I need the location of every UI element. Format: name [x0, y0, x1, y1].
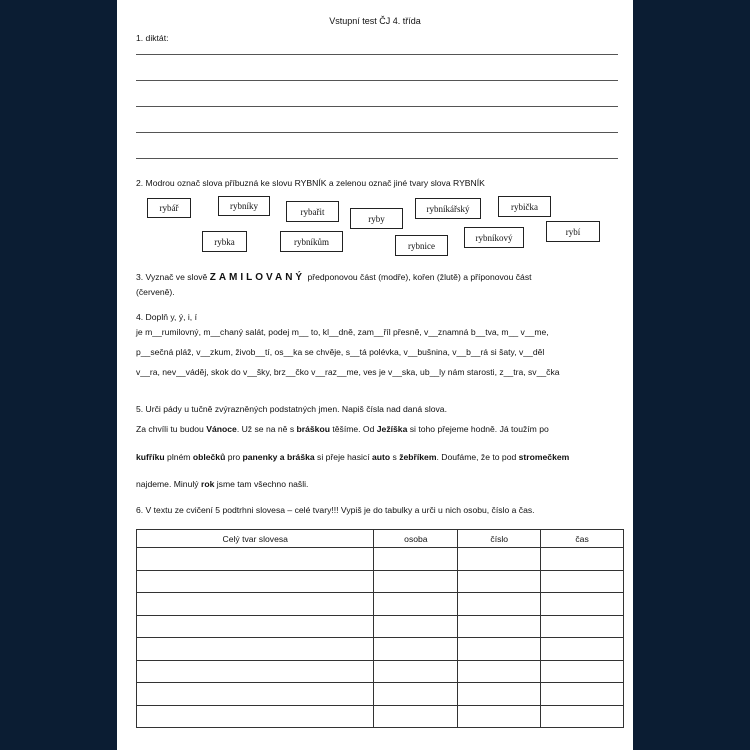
word-box: ryby	[350, 208, 403, 229]
text: plném	[164, 452, 193, 462]
q5-paragraph-line3	[136, 479, 308, 490]
q5-paragraph-line1	[136, 424, 549, 435]
table-row	[137, 660, 624, 683]
word-box: rybnice	[395, 235, 448, 256]
table-cell	[541, 683, 624, 706]
bold-noun: rok	[200, 479, 215, 489]
column-header: Celý tvar slovesa	[137, 530, 374, 548]
table-cell	[458, 615, 541, 638]
table-row	[137, 570, 624, 593]
text: s	[390, 452, 400, 462]
q3-line2: (červeně).	[136, 287, 175, 297]
bold-noun: stromečkem	[518, 452, 570, 462]
table-cell	[541, 638, 624, 661]
q6-heading: 6. V textu ze cvičení 5 podtrhni slovesa – celé tvary!!! Vypiš je do tabulky a urči u nich osobu, číslo a čas.	[136, 505, 535, 515]
bold-noun: Vánoce	[206, 424, 237, 434]
q5-heading: 5. Urči pády u tučně zvýrazněných podstatných jmen. Napiš čísla nad daná slova.	[136, 404, 447, 414]
table-row	[137, 548, 624, 571]
q3-prefix: 3. Vyznač ve slově	[136, 272, 210, 282]
bold-noun: Ježíška	[376, 424, 408, 434]
word-box: rybařit	[286, 201, 339, 222]
table-cell	[137, 593, 374, 616]
table-cell	[541, 593, 624, 616]
q4-line: p__sečná pláž, v__zkum, živob__tí, os__ka se chvěje, s__tá polévka, v__bušnina, v__b__rá si šaty, v__děl	[136, 347, 545, 357]
q1-label: 1. diktát:	[136, 33, 169, 43]
table-cell	[458, 683, 541, 706]
verb-table	[136, 529, 624, 728]
q3-line1	[136, 272, 532, 283]
text: si přeje hasicí	[314, 452, 372, 462]
text: . Doufáme, že to pod	[436, 452, 519, 462]
dictation-line	[136, 80, 618, 81]
table-cell	[137, 548, 374, 571]
word-box: rybí	[546, 221, 600, 242]
table-cell	[374, 548, 458, 571]
worksheet-page	[117, 0, 633, 750]
text: jsme tam všechno našli.	[214, 479, 309, 489]
table-row	[137, 615, 624, 638]
table-cell	[137, 660, 374, 683]
table-cell	[374, 705, 458, 728]
table-cell	[541, 705, 624, 728]
table-cell	[374, 615, 458, 638]
text: Za chvíli tu budou	[136, 424, 207, 434]
column-header: osoba	[374, 530, 458, 548]
table-cell	[458, 548, 541, 571]
bold-noun: oblečků	[192, 452, 226, 462]
q4-heading: 4. Doplň y, ý, i, í	[136, 312, 197, 322]
table-row	[137, 705, 624, 728]
table-cell	[137, 638, 374, 661]
table-cell	[458, 638, 541, 661]
table-cell	[137, 570, 374, 593]
bold-noun: bráškou	[296, 424, 330, 434]
word-box: rybníkům	[280, 231, 343, 252]
table-cell	[374, 638, 458, 661]
column-header: číslo	[458, 530, 541, 548]
word-box: rybníkový	[464, 227, 524, 248]
table-cell	[541, 548, 624, 571]
text: najdeme. Minulý	[136, 479, 201, 489]
table-row	[137, 683, 624, 706]
dictation-line	[136, 106, 618, 107]
dictation-line	[136, 158, 618, 159]
table-cell	[137, 705, 374, 728]
bold-noun: kufříku	[136, 452, 165, 462]
table-cell	[374, 570, 458, 593]
word-box: rybníkářský	[415, 198, 481, 219]
dictation-line	[136, 132, 618, 133]
table-header-row	[137, 530, 624, 548]
bold-noun: žebříkem	[399, 452, 437, 462]
q5-paragraph-line2	[136, 452, 569, 463]
text: si toho přejeme hodně. Já toužím po	[407, 424, 549, 434]
table-cell	[541, 660, 624, 683]
table-cell	[374, 683, 458, 706]
dictation-line	[136, 54, 618, 55]
word-box: rybář	[147, 198, 191, 218]
q4-line: v__ra, nev__váděj, skok do v__šky, brz__čko v__raz__me, ves je v__ska, ub__ly nám starosti, z__tra, sv__čka	[136, 367, 560, 377]
bold-noun: panenky a bráška	[242, 452, 315, 462]
table-row	[137, 638, 624, 661]
table-cell	[374, 660, 458, 683]
table-cell	[137, 615, 374, 638]
q4-line: je m__rumilovný, m__chaný salát, podej m__ to, kl__dně, zam__říl přesně, v__znamná b__tva, m__ v__me,	[136, 327, 549, 337]
word-box: rybka	[202, 231, 247, 252]
bold-noun: auto	[372, 452, 391, 462]
q2-text: 2. Modrou označ slova příbuzná ke slovu RYBNÍK a zelenou označ jiné tvary slova RYBNÍK	[136, 178, 485, 188]
table-cell	[541, 570, 624, 593]
table-cell	[458, 705, 541, 728]
table-cell	[458, 570, 541, 593]
table-cell	[458, 660, 541, 683]
text: těšíme. Od	[329, 424, 377, 434]
table-cell	[541, 615, 624, 638]
word-box: rybička	[498, 196, 551, 217]
text: pro	[225, 452, 243, 462]
table-row	[137, 593, 624, 616]
text: . Už se na ně s	[236, 424, 297, 434]
page-title: Vstupní test ČJ 4. třída	[329, 16, 421, 26]
column-header: čas	[541, 530, 624, 548]
word-box: rybníky	[218, 196, 270, 216]
table-cell	[374, 593, 458, 616]
q3-rest: předponovou část (modře), kořen (žlutě) a příponovou část	[305, 272, 532, 282]
table-cell	[137, 683, 374, 706]
q3-word: ZAMILOVANÝ	[209, 272, 306, 283]
table-cell	[458, 593, 541, 616]
